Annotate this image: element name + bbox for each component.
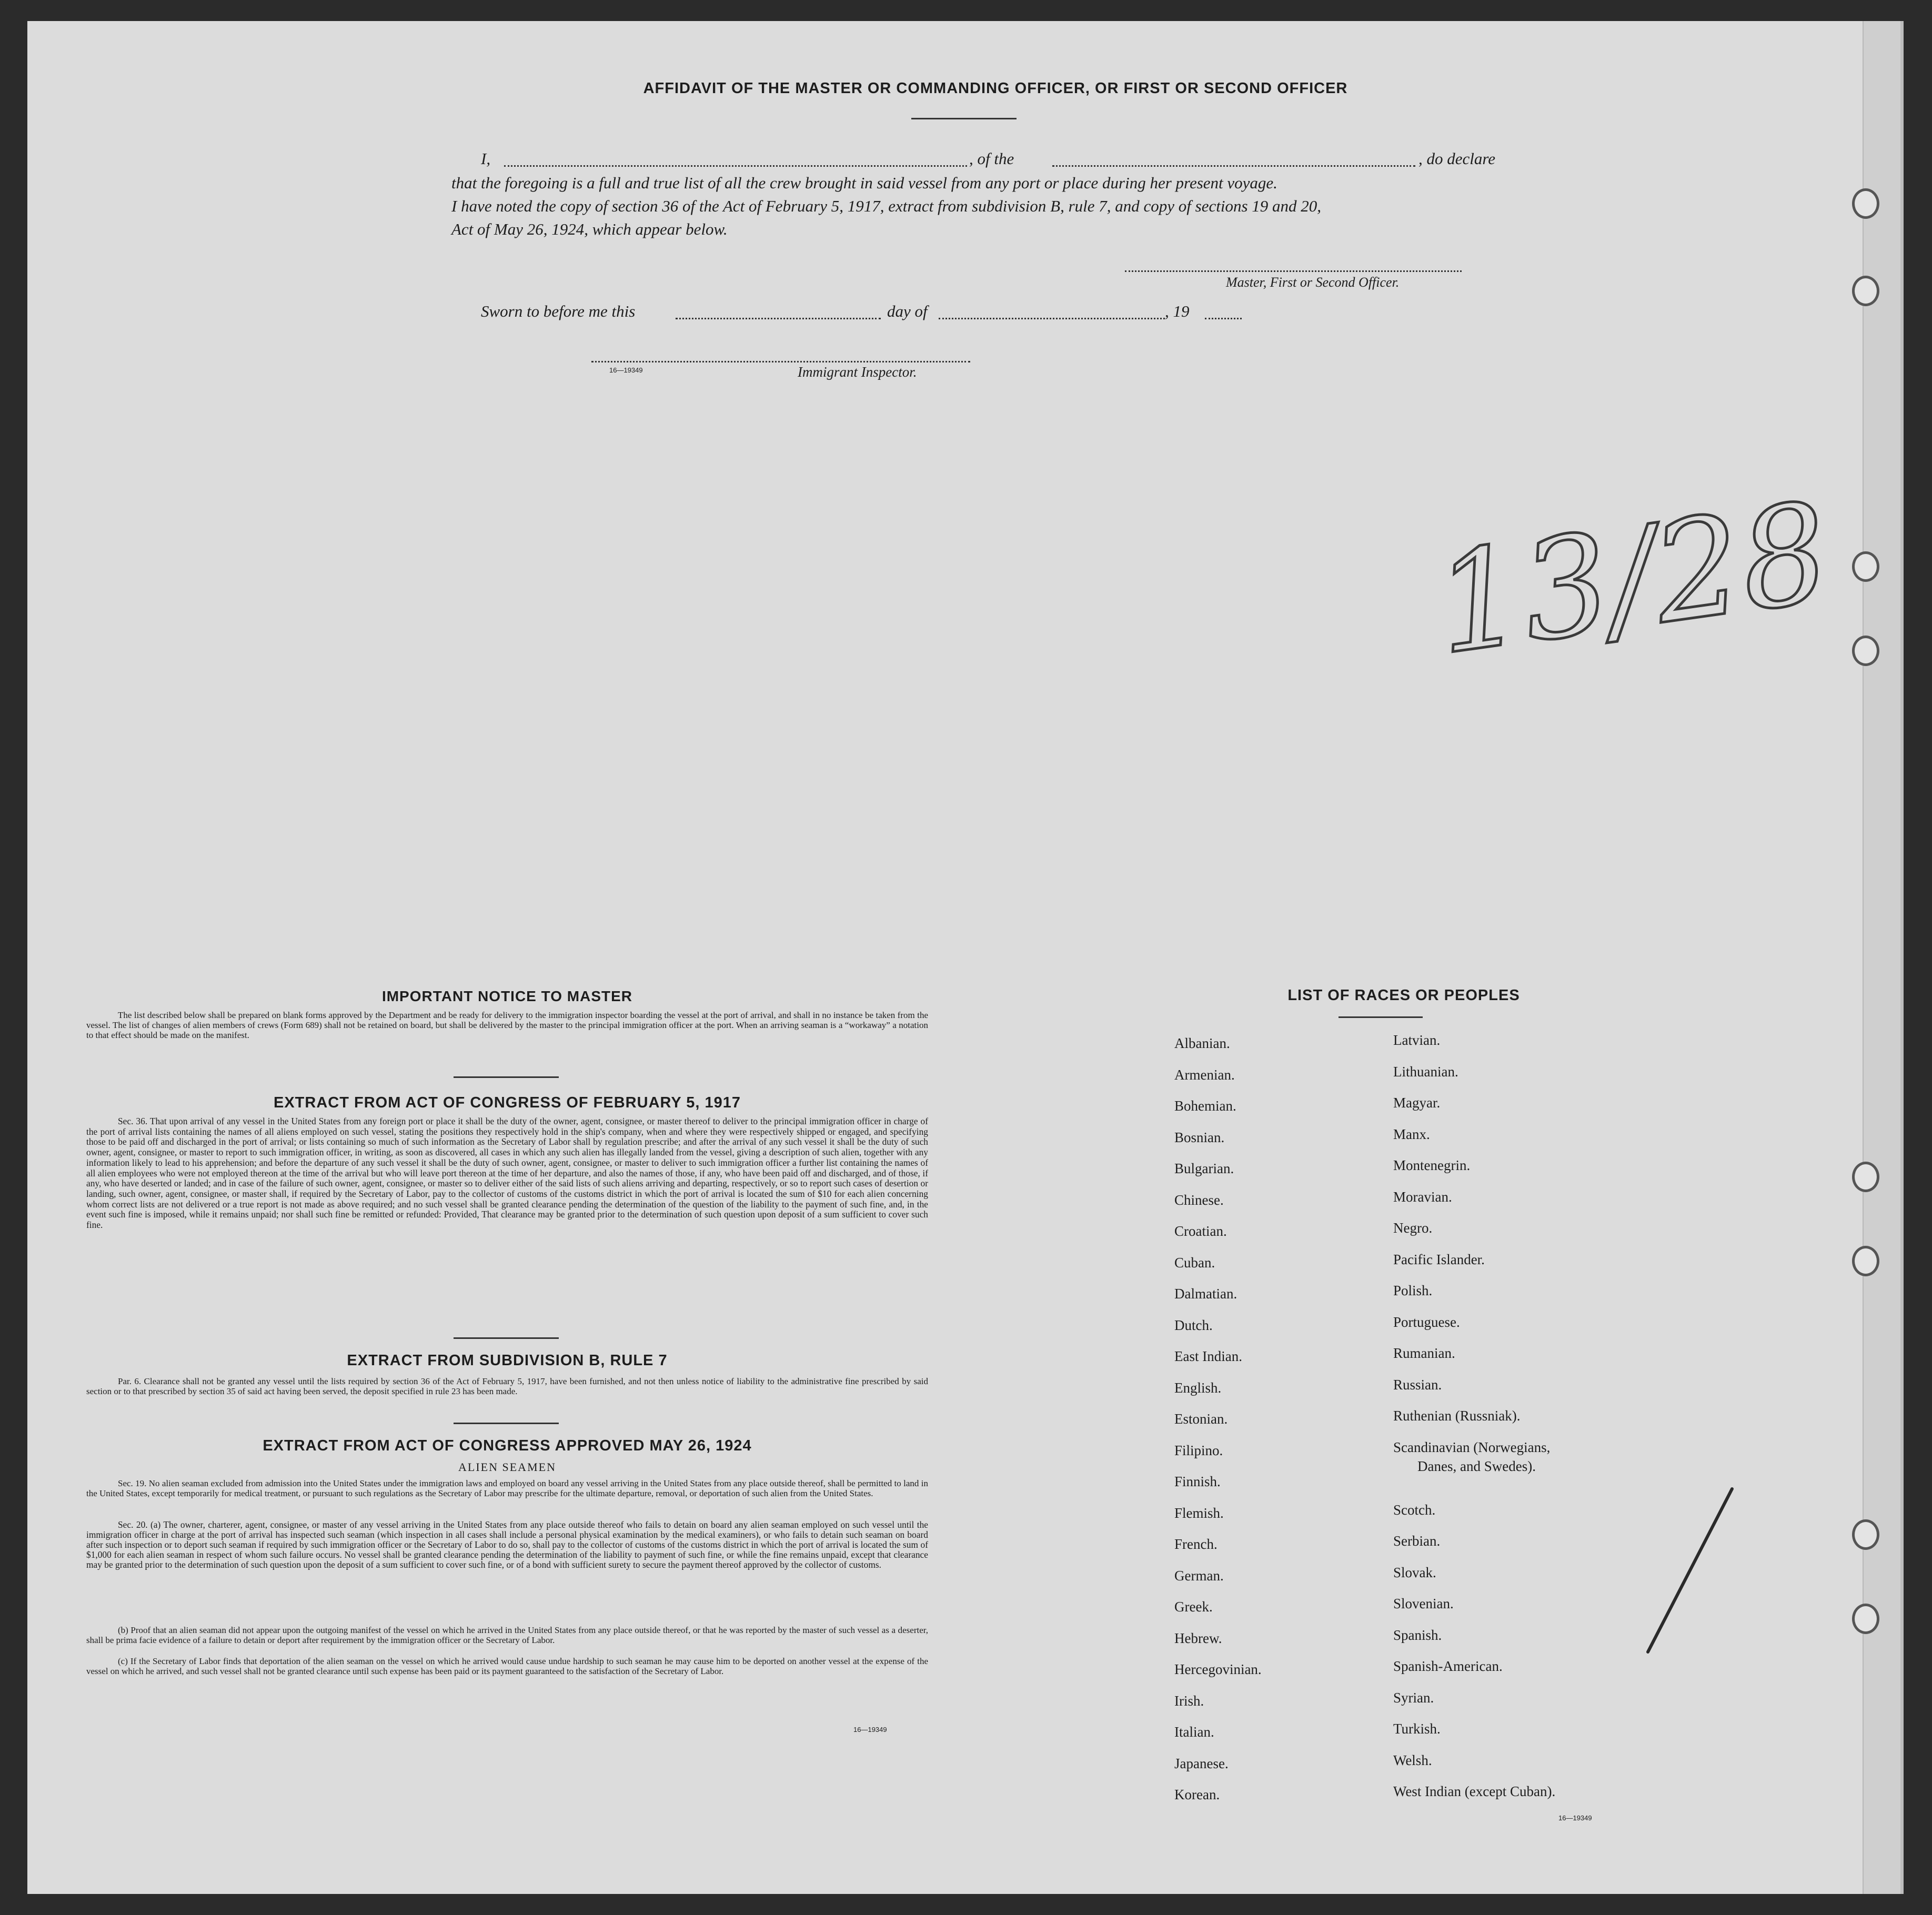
race-item: Japanese.	[1174, 1755, 1229, 1771]
race-item: Albanian.	[1174, 1035, 1230, 1051]
punch-hole-icon	[1852, 551, 1879, 582]
race-item: Cuban.	[1174, 1254, 1215, 1271]
race-item: Spanish-American.	[1393, 1658, 1503, 1674]
races-column-2	[1393, 1032, 1688, 1815]
extract-1917-title: EXTRACT FROM ACT OF CONGRESS OF FEBRUARY 5, 1917	[273, 1094, 741, 1111]
inspector-label: Immigrant Inspector.	[798, 364, 917, 380]
race-item: Dalmatian.	[1174, 1286, 1237, 1302]
sworn-year-label: , 19	[1165, 302, 1190, 320]
race-item: Dutch.	[1174, 1317, 1213, 1333]
race-item: Hebrew.	[1174, 1630, 1222, 1646]
affidavit-of-label: , of the	[969, 149, 1014, 168]
sworn-line	[481, 302, 1270, 325]
extract-rule7-title: EXTRACT FROM SUBDIVISION B, RULE 7	[347, 1352, 668, 1369]
signature-label: Master, First or Second Officer.	[1226, 275, 1400, 290]
race-item: Welsh.	[1393, 1752, 1432, 1768]
race-item: Spanish.	[1393, 1627, 1442, 1643]
affidavit-line1	[481, 149, 1523, 173]
punch-hole-icon	[1852, 1519, 1879, 1550]
race-item: West Indian (except Cuban).	[1393, 1783, 1556, 1799]
extract-1924-sec19: Sec. 19. No alien seaman excluded from admission into the United States under the immigration laws and employed on board any vessel arriving in the United States from any place outside thereof, shall be permitted to land in the United States, except temporarily for medical treatment, or pursuant to such regulations as the Secretary of Labor may prescribe for the ultimate departure, removal, or deportation of such alien from the United States.	[86, 1478, 928, 1498]
race-item: Moravian.	[1393, 1188, 1452, 1205]
extract-1924-sec20c: (c) If the Secretary of Labor finds that deportation of the alien seaman on the vessel on which he arrived would cause undue hardship to such seaman he may cause him to be deported on another vessel at the expense of the vessel on which he arrived, and such vessel shall not be granted clearance until such expense has been paid or its payment guaranteed to the satisfaction of the Secretary of Labor.	[86, 1656, 928, 1676]
race-item: Scotch.	[1393, 1501, 1436, 1518]
race-item: Italian.	[1174, 1724, 1214, 1740]
race-item: Slovenian.	[1393, 1596, 1454, 1611]
document-page	[27, 21, 1904, 1894]
race-item: Lithuanian.	[1393, 1063, 1458, 1080]
race-item: English.	[1174, 1379, 1222, 1396]
race-item: Bulgarian.	[1174, 1161, 1234, 1176]
race-item: Russian.	[1393, 1376, 1442, 1393]
race-item: French.	[1174, 1536, 1217, 1552]
sworn-day-label: day of	[887, 302, 928, 320]
race-item: Danes, and Swedes).	[1417, 1458, 1536, 1474]
section-divider	[454, 1337, 559, 1339]
sworn-year-blank	[1205, 318, 1242, 319]
extract-form-number: 16—19349	[853, 1726, 887, 1733]
race-item: Ruthenian (Russniak).	[1393, 1408, 1521, 1424]
punch-hole-icon	[1852, 1604, 1879, 1634]
sworn-prefix: Sworn to before me this	[481, 302, 636, 320]
race-item: Finnish.	[1174, 1474, 1221, 1489]
race-item: Croatian.	[1174, 1223, 1227, 1239]
affidavit-line3: I have noted the copy of section 36 of the Act of February 5, 1917, extract from subdivision B, rule 7, and copy of sections 19 and 20,	[451, 197, 1322, 215]
race-item: Negro.	[1393, 1220, 1433, 1236]
race-item: Chinese.	[1174, 1192, 1224, 1208]
punch-hole-icon	[1852, 188, 1879, 219]
race-item: Latvian.	[1393, 1032, 1441, 1048]
races-column-1	[1174, 1035, 1385, 1818]
handwritten-number-text: 13/28	[1425, 473, 1838, 686]
extract-1917-body: Sec. 36. That upon arrival of any vessel in the United States from any foreign port or place it shall be the duty of the owner, agent, consignee, or master thereof to deliver to the principal immigration officer in charge of the port of arrival lists containing the names of all aliens employed on such vessel, stating the positions they respectively hold in the ship's company, when and where they were respectively shipped or engaged, and specifying those to be paid off and discharged in the port of arrival; or lists containing so much of such information as the Secretary of Labor shall by regulation prescribe; and after the arrival of any such vessel it shall be the duty of such owner, agent, consignee, or master to report to such immigration officer, in writing, as soon as discovered, all cases in which any such alien has illegally landed from the vessel, giving a description of such alien, together with any information likely to lead to his apprehension; and before the departure of any such vessel it shall be the duty of such owner, agent, consignee, or master to deliver to such immigration officer a further list containing the names of all alien employees who were not employed thereon at the time of the arrival but who will leave port thereon at the time of her departure, and also the names of those, if any, who have been paid off and discharged, and of those, if any, who have deserted or landed; and in case of the failure of such owner, agent, consignee, or master so to deliver either of the said lists of such aliens arriving and departing, respectively, or so to report such cases of desertion or landing, such owner, agent, consignee, or master shall, if required by the Secretary of Labor, pay to the collector of customs of the customs district in which the port of arrival is located the sum of $10 for each alien concerning whom correct lists are not delivered or a true report is not made as above required; and no such vessel shall be granted clearance pending the determination of the question of the liability to the payment of such fine, and, in the event such fine is imposed, while it remains unpaid; nor shall such fine be remitted or refunded: Provided, That clearance may be granted prior to the determination of such question upon deposit of a sum sufficient to cover such fine.	[86, 1116, 928, 1231]
title-divider	[911, 118, 1017, 119]
punch-hole-icon	[1852, 1162, 1879, 1192]
race-item: Hercegovinian.	[1174, 1661, 1262, 1677]
extract-1924-title: EXTRACT FROM ACT OF CONGRESS APPROVED MAY 26, 1924	[263, 1437, 752, 1454]
punch-hole-icon	[1852, 636, 1879, 666]
race-item: Manx.	[1393, 1126, 1430, 1142]
affidavit-title: AFFIDAVIT OF THE MASTER OR COMMANDING OFFICER, OR FIRST OR SECOND OFFICER	[643, 80, 1348, 97]
race-item: Flemish.	[1174, 1505, 1224, 1521]
affidavit-i-label: I,	[481, 149, 491, 168]
race-item: Rumanian.	[1393, 1345, 1455, 1361]
notice-title: IMPORTANT NOTICE TO MASTER	[381, 988, 633, 1004]
race-item: Portuguese.	[1393, 1314, 1460, 1330]
race-item: Bohemian.	[1174, 1098, 1236, 1114]
race-item: Greek.	[1174, 1599, 1213, 1615]
extract-rule7-body: Par. 6. Clearance shall not be granted any vessel until the lists required by section 36 of the Act of February 5, 1917, have been furnished, and not then unless notice of liability to the administrative fine prescribed by said section or to that prescribed by section 35 of said act having been served, the deposit specified in rule 23 has been made.	[86, 1376, 928, 1396]
race-item: Armenian.	[1174, 1066, 1235, 1083]
race-item: Magyar.	[1393, 1095, 1441, 1111]
handwritten-number	[1425, 468, 1838, 710]
race-item: Syrian.	[1393, 1689, 1434, 1706]
affidavit-line2: that the foregoing is a full and true list of all the crew brought in said vessel from any port or place during her present voyage.	[451, 174, 1277, 192]
vessel-blank	[1052, 165, 1415, 167]
inspector-signature-line	[591, 361, 970, 362]
race-item: Estonian.	[1174, 1411, 1228, 1427]
affidavit-declare-label: , do declare	[1418, 149, 1496, 168]
races-title-divider	[1339, 1016, 1423, 1018]
notice-body: The list described below shall be prepared on blank forms approved by the Department and be ready for delivery to the immigration inspector boarding the vessel at the port of arrival, and shall in no instance be taken from the vessel. The list of changes of alien members of crews (Form 689) shall not be retained on board, but shall be delivered by the master to the principal immigration officer at the port. When an arriving seaman is a “workaway” a notation to that effect should be made on the manifest.	[86, 1010, 928, 1040]
race-item: Korean.	[1174, 1787, 1220, 1802]
races-title: LIST OF RACES OR PEOPLES	[1287, 987, 1520, 1004]
extract-1924-sec20b: (b) Proof that an alien seaman did not appear upon the outgoing manifest of the vessel on which he arrived in the United States from any place outside thereof, or that he was reported by the master of such vessel as a deserter, shall be prima facie evidence of a failure to detain or deport after requirement by the immigration officer or the Secretary of Labor.	[86, 1625, 928, 1645]
extract-1924-sec20a: Sec. 20. (a) The owner, charterer, agent, consignee, or master of any vessel arriving in the United States from any place outside thereof who fails to detain on board any alien seaman employed on such vessel until the immigration officer in charge at the port of arrival has inspected such seaman (which inspection in all cases shall include a personal physical examination by the medical examiners), or who fails to detain such seaman on board after such inspection or to deport such seaman if required by such immigration officer or the Secretary of Labor to do so, shall pay to the collector of customs of the customs district in which the port of arrival is located the sum of $1,000 for each alien seaman in respect of whom such failure occurs. No vessel shall be granted clearance pending the determination of the liability to payment of such fine, or while the fine remains unpaid, except that clearance may be granted prior to the determination of such question upon the deposit of a sum sufficient to cover such fine, or of a bond with sufficient surety to secure the payment thereof approved by the collector of customs.	[86, 1519, 928, 1570]
signature-line	[1125, 270, 1462, 272]
race-item: Serbian.	[1393, 1533, 1441, 1549]
extract-1924-subtitle: ALIEN SEAMEN	[458, 1460, 556, 1474]
form-number: 16—19349	[609, 366, 643, 374]
sworn-day-blank	[676, 318, 881, 319]
race-item: Turkish.	[1393, 1721, 1441, 1737]
race-item: German.	[1174, 1567, 1224, 1584]
race-item: East Indian.	[1174, 1348, 1242, 1364]
race-item: Polish.	[1393, 1283, 1433, 1298]
race-item: Slovak.	[1393, 1564, 1436, 1580]
affidavit-line4: Act of May 26, 1924, which appear below.	[451, 220, 728, 238]
section-divider	[454, 1423, 559, 1424]
races-form-number: 16—19349	[1558, 1814, 1592, 1822]
name-blank	[504, 165, 967, 167]
race-item: Scandinavian (Norwegians,	[1393, 1439, 1551, 1455]
section-divider	[454, 1076, 559, 1078]
race-item: Montenegrin.	[1393, 1157, 1471, 1173]
punch-hole-icon	[1852, 276, 1879, 306]
race-item: Irish.	[1174, 1692, 1204, 1709]
sworn-month-blank	[939, 318, 1165, 319]
race-item: Bosnian.	[1174, 1129, 1225, 1145]
race-item: Pacific Islander.	[1393, 1251, 1485, 1267]
race-item: Filipino.	[1174, 1442, 1223, 1458]
punch-hole-icon	[1852, 1246, 1879, 1276]
